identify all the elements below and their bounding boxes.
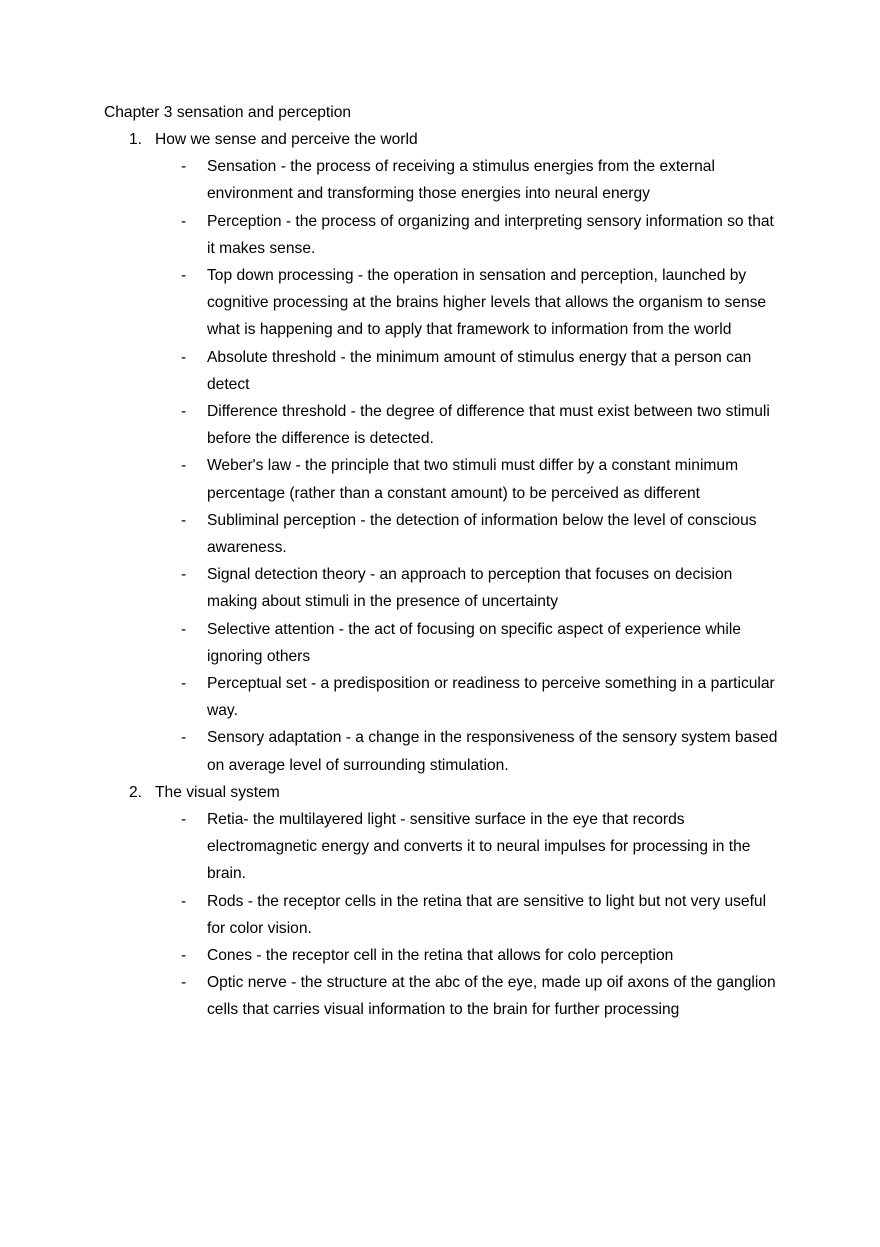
dash-bullet: -	[181, 566, 187, 584]
term-definition: Perceptual set - a predisposition or readiness to perceive something in a particular way.	[207, 675, 775, 720]
list-item	[0, 806, 779, 888]
dash-bullet: -	[181, 457, 187, 475]
dash-bullet: -	[181, 675, 187, 693]
dash-bullet: -	[181, 348, 187, 366]
list-item	[0, 507, 779, 561]
term-list	[0, 153, 880, 779]
list-item	[0, 208, 779, 262]
section-heading	[0, 779, 880, 806]
list-item	[0, 888, 779, 942]
term-definition: Signal detection theory - an approach to perception that focuses on decision making about stimuli in the presence of uncertainty	[207, 566, 733, 611]
term-definition: Cones - the receptor cell in the retina that allows for colo perception	[207, 947, 674, 965]
document-title: Chapter 3 sensation and perception	[104, 104, 352, 121]
term-definition: Optic nerve - the structure at the abc of the eye, made up oif axons of the ganglion cells that carries visual information to the brain for further processing	[207, 974, 776, 1019]
term-definition: Retia- the multilayered light - sensitive surface in the eye that records electromagnetic energy and converts it to neural impulses for processing in the brain.	[207, 811, 751, 883]
list-item	[0, 561, 779, 615]
dash-bullet: -	[181, 729, 187, 747]
term-definition: Subliminal perception - the detection of information below the level of conscious awareness.	[207, 511, 757, 557]
term-definition: Selective attention - the act of focusing on specific aspect of experience while ignoring others	[207, 620, 741, 665]
term-definition: Sensory adaptation - a change in the responsiveness of the sensory system based on average level of surrounding stimulation.	[207, 729, 778, 774]
list-item	[0, 344, 779, 398]
list-item	[0, 452, 779, 506]
dash-bullet: -	[181, 403, 187, 421]
term-definition: Sensation - the process of receiving a stimulus energies from the external environment and transforming those energies into neural energy	[207, 158, 715, 203]
list-item	[0, 398, 779, 452]
section-item	[0, 126, 880, 779]
dash-bullet: -	[181, 158, 187, 176]
section-item	[0, 779, 880, 1024]
term-definition: Absolute threshold - the minimum amount of stimulus energy that a person can detect	[207, 348, 752, 393]
section-title: The visual system	[155, 783, 280, 801]
list-item	[0, 942, 779, 969]
list-item	[0, 670, 779, 724]
dash-bullet: -	[181, 892, 187, 910]
list-item	[0, 153, 779, 207]
term-definition: Difference threshold - the degree of difference that must exist between two stimuli before the difference is detected.	[207, 403, 770, 448]
section-heading	[0, 126, 880, 153]
dash-bullet: -	[181, 267, 187, 284]
term-definition: Perception - the process of organizing and interpreting sensory information so that it makes sense.	[207, 212, 774, 257]
dash-bullet: -	[181, 947, 187, 965]
section-number: 2.	[129, 783, 143, 801]
term-definition: Top down processing - the operation in sensation and perception, launched by cognitive processing at the brains higher levels that allows the organism to sense what is happening and to apply that framework to information from the world	[207, 267, 767, 339]
dash-bullet: -	[181, 620, 187, 638]
term-definition: Weber's law - the principle that two stimuli must differ by a constant minimum percentage (rather than a constant amount) to be perceived as different	[207, 457, 739, 502]
list-item	[0, 262, 779, 344]
section-number: 1.	[129, 131, 143, 148]
section-list	[0, 126, 880, 1024]
term-list	[0, 806, 880, 1024]
list-item	[0, 616, 779, 670]
dash-bullet: -	[181, 811, 187, 829]
term-definition: Rods - the receptor cells in the retina that are sensitive to light but not very useful for color vision.	[207, 892, 767, 937]
section-title: How we sense and perceive the world	[155, 131, 418, 148]
dash-bullet: -	[181, 974, 187, 992]
dash-bullet: -	[181, 212, 187, 230]
list-item	[0, 969, 779, 1023]
list-item	[0, 724, 779, 778]
dash-bullet: -	[181, 511, 187, 529]
